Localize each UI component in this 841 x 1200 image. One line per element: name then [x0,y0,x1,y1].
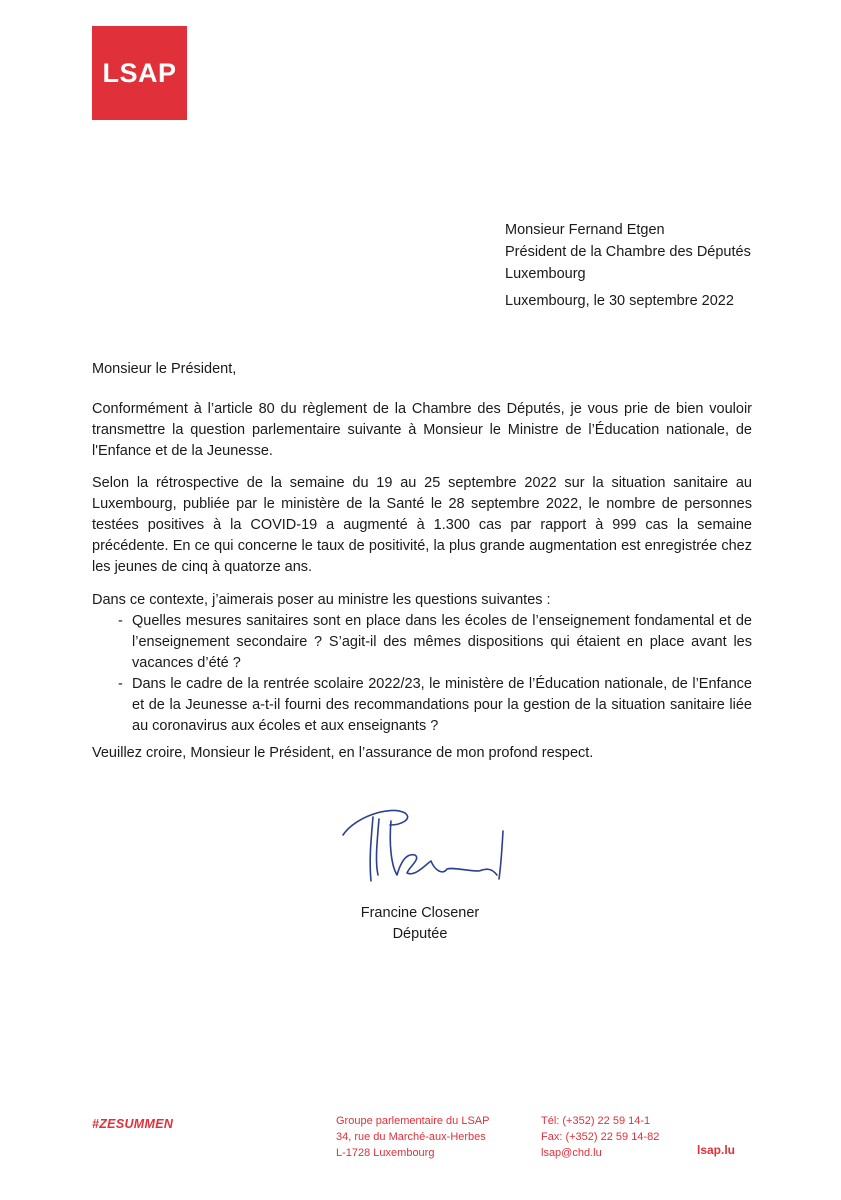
footer-address-line: L-1728 Luxembourg [336,1147,435,1159]
question-text: Quelles mesures sanitaires sont en place dans les écoles de l’enseignement fondamental et de l’enseignement secondaire ? S’agit-il des mêmes dispositions qui étaient en place avant les vacances d’été ? [132,613,752,671]
question-item [92,674,752,737]
questions-list [92,611,752,737]
recipient-block [505,219,751,285]
footer-address [336,1113,489,1161]
footer-phone: Tél: (+352) 22 59 14-1 [541,1115,651,1127]
footer-email[interactable]: lsap@chd.lu [541,1147,602,1159]
paragraph-context: Selon la rétrospective de la semaine du 19 au 25 septembre 2022 sur la situation sanitaire au Luxembourg, publiée par le ministère de la Santé le 28 septembre 2022, le nombre de personnes testées positives à la COVID-19 a augmenté à 1.300 cas par rapport à 999 cas la semaine précédente. En ce qui concerne le taux de positivité, la plus grande augmentation est enregistrée chez les jeunes de cinq à quatorze ans. [92,475,752,575]
signer-title: Députée [392,926,448,942]
recipient-title: Président de la Chambre des Députés [505,244,751,260]
recipient-name: Monsieur Fernand Etgen [505,222,665,238]
questions-section [92,590,752,737]
salutation: Monsieur le Président, [92,361,237,377]
footer-address-line: Groupe parlementaire du LSAP [336,1115,490,1127]
question-text: Dans le cadre de la rentrée scolaire 2022/23, le ministère de l’Éducation nationale, de l’Enfance et de la Jeunesse a-t-il fourni des recommandations pour la gestion de la situation sanitaire liée au coronavirus aux écoles et aux enseignants ? [132,676,752,734]
footer-website-link[interactable]: lsap.lu [697,1143,736,1157]
logo-text: LSAP [102,57,177,88]
bullet-dash: - [118,676,123,692]
bullet-dash: - [118,613,123,629]
recipient-city: Luxembourg [505,266,586,282]
question-item [92,611,752,674]
footer-hashtag: #ZESUMMEN [92,1117,174,1131]
footer-fax: Fax: (+352) 22 59 14-82 [541,1131,660,1143]
questions-intro: Dans ce contexte, j’aimerais poser au ministre les questions suivantes : [92,592,551,608]
handwritten-signature [335,795,515,890]
closing-formula: Veuillez croire, Monsieur le Président, en l’assurance de mon profond respect. [92,745,594,761]
signer-name: Francine Closener [360,905,480,921]
paragraph-intro: Conformément à l’article 80 du règlement de la Chambre des Députés, je vous prie de bien vouloir transmettre la question parlementaire suivante à Monsieur le Ministre de l’Éducation nationale, de l'Enfance et de la Jeunesse. [92,401,752,459]
letter-date: Luxembourg, le 30 septembre 2022 [505,293,734,309]
footer-address-line: 34, rue du Marché-aux-Herbes [336,1131,486,1143]
lsap-logo [92,26,187,120]
footer-contact [541,1113,659,1161]
